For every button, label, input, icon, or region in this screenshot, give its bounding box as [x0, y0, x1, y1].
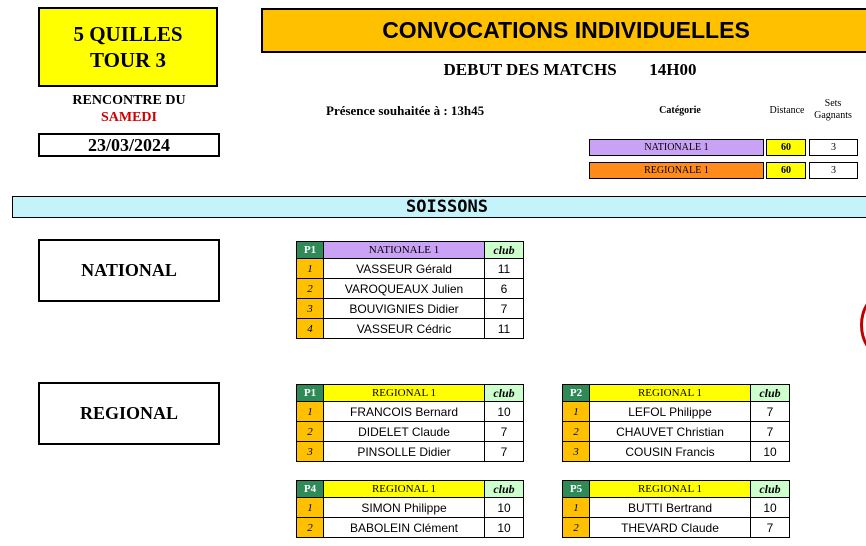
col-distance: Distance: [769, 105, 805, 116]
table-row: [297, 299, 524, 319]
player-rank: 1: [297, 498, 324, 518]
player-name: SIMON Philippe: [324, 498, 485, 518]
poule-number: P1: [297, 385, 324, 402]
player-name: COUSIN Francis: [590, 442, 751, 462]
club-header: club: [751, 481, 790, 498]
player-name: CHAUVET Christian: [590, 422, 751, 442]
player-name: THEVARD Claude: [590, 518, 751, 538]
location-banner: SOISSONS: [12, 196, 866, 218]
poule-number: P1: [297, 242, 324, 259]
club-header: club: [485, 242, 524, 259]
poule-category: NATIONALE 1: [324, 242, 485, 259]
rencontre-block: [38, 92, 220, 126]
category-name: REGIONALE 1: [589, 162, 764, 179]
table-row: [297, 319, 524, 339]
rencontre-label: RENCONTRE DU: [72, 93, 186, 108]
table-row: [297, 402, 524, 422]
category-sets: 3: [809, 162, 858, 179]
player-rank: 1: [563, 498, 590, 518]
category-distance: 60: [766, 162, 806, 179]
club-header: club: [485, 481, 524, 498]
section-national: NATIONAL: [38, 239, 220, 302]
player-rank: 1: [297, 402, 324, 422]
table-row: [563, 422, 790, 442]
player-club: 10: [751, 442, 790, 462]
table-row: [297, 498, 524, 518]
player-name: BUTTI Bertrand: [590, 498, 751, 518]
player-club: 7: [485, 442, 524, 462]
poule-number: P4: [297, 481, 324, 498]
category-name: NATIONALE 1: [589, 139, 764, 156]
poule-category: REGIONAL 1: [590, 481, 751, 498]
club-header: club: [751, 385, 790, 402]
table-row: [297, 422, 524, 442]
poule-regional-p4: [296, 480, 524, 538]
rencontre-date: 23/03/2024: [38, 133, 220, 157]
presence-text: Présence souhaitée à : 13h45: [326, 103, 485, 118]
debut-time: 14H00: [649, 60, 697, 79]
rencontre-day: SAMEDI: [100, 110, 157, 125]
club-header: club: [485, 385, 524, 402]
player-club: 10: [485, 518, 524, 538]
section-regional: REGIONAL: [38, 382, 220, 445]
player-club: 7: [485, 422, 524, 442]
poule-number: P2: [563, 385, 590, 402]
table-row: [563, 402, 790, 422]
player-name: VAROQUEAUX Julien: [324, 279, 485, 299]
table-row: [563, 518, 790, 538]
table-row: [297, 279, 524, 299]
player-name: BOUVIGNIES Didier: [324, 299, 485, 319]
player-club: 7: [485, 299, 524, 319]
player-rank: 2: [297, 518, 324, 538]
player-club: 7: [751, 402, 790, 422]
table-row: [563, 498, 790, 518]
table-row: [297, 518, 524, 538]
page-title: CONVOCATIONS INDIVIDUELLES: [261, 8, 866, 53]
event-line-2: TOUR 3: [89, 48, 167, 72]
player-rank: 1: [297, 259, 324, 279]
player-name: VASSEUR Gérald: [324, 259, 485, 279]
table-row: [297, 442, 524, 462]
table-row: [297, 259, 524, 279]
player-club: 7: [751, 518, 790, 538]
player-rank: 3: [563, 442, 590, 462]
player-club: 10: [485, 402, 524, 422]
player-club: 11: [485, 319, 524, 339]
player-rank: 4: [297, 319, 324, 339]
logo-circle: [860, 295, 866, 355]
poule-number: P5: [563, 481, 590, 498]
table-row: [563, 442, 790, 462]
poule-national-p1: [296, 241, 524, 339]
poule-category: REGIONAL 1: [324, 481, 485, 498]
player-rank: 2: [563, 422, 590, 442]
event-title-box: [38, 7, 218, 87]
player-rank: 3: [297, 299, 324, 319]
player-rank: 1: [563, 402, 590, 422]
poule-category: REGIONAL 1: [324, 385, 485, 402]
player-name: LEFOL Philippe: [590, 402, 751, 422]
debut-line: [380, 60, 760, 80]
col-categorie: Catégorie: [659, 105, 701, 116]
poule-regional-p1: [296, 384, 524, 462]
player-rank: 2: [563, 518, 590, 538]
category-sets: 3: [809, 139, 858, 156]
player-name: DIDELET Claude: [324, 422, 485, 442]
category-distance: 60: [766, 139, 806, 156]
player-club: 10: [751, 498, 790, 518]
player-rank: 2: [297, 279, 324, 299]
player-club: 6: [485, 279, 524, 299]
poule-category: REGIONAL 1: [590, 385, 751, 402]
player-name: VASSEUR Cédric: [324, 319, 485, 339]
event-line-1: 5 QUILLES: [73, 22, 183, 46]
col-sets: Sets Gagnants: [814, 98, 852, 121]
player-club: 7: [751, 422, 790, 442]
poule-regional-p5: [562, 480, 790, 538]
player-name: FRANCOIS Bernard: [324, 402, 485, 422]
player-name: PINSOLLE Didier: [324, 442, 485, 462]
player-rank: 3: [297, 442, 324, 462]
player-name: BABOLEIN Clément: [324, 518, 485, 538]
player-rank: 2: [297, 422, 324, 442]
poule-regional-p2: [562, 384, 790, 462]
debut-label: DEBUT DES MATCHS: [443, 60, 617, 79]
player-club: 10: [485, 498, 524, 518]
player-club: 11: [485, 259, 524, 279]
